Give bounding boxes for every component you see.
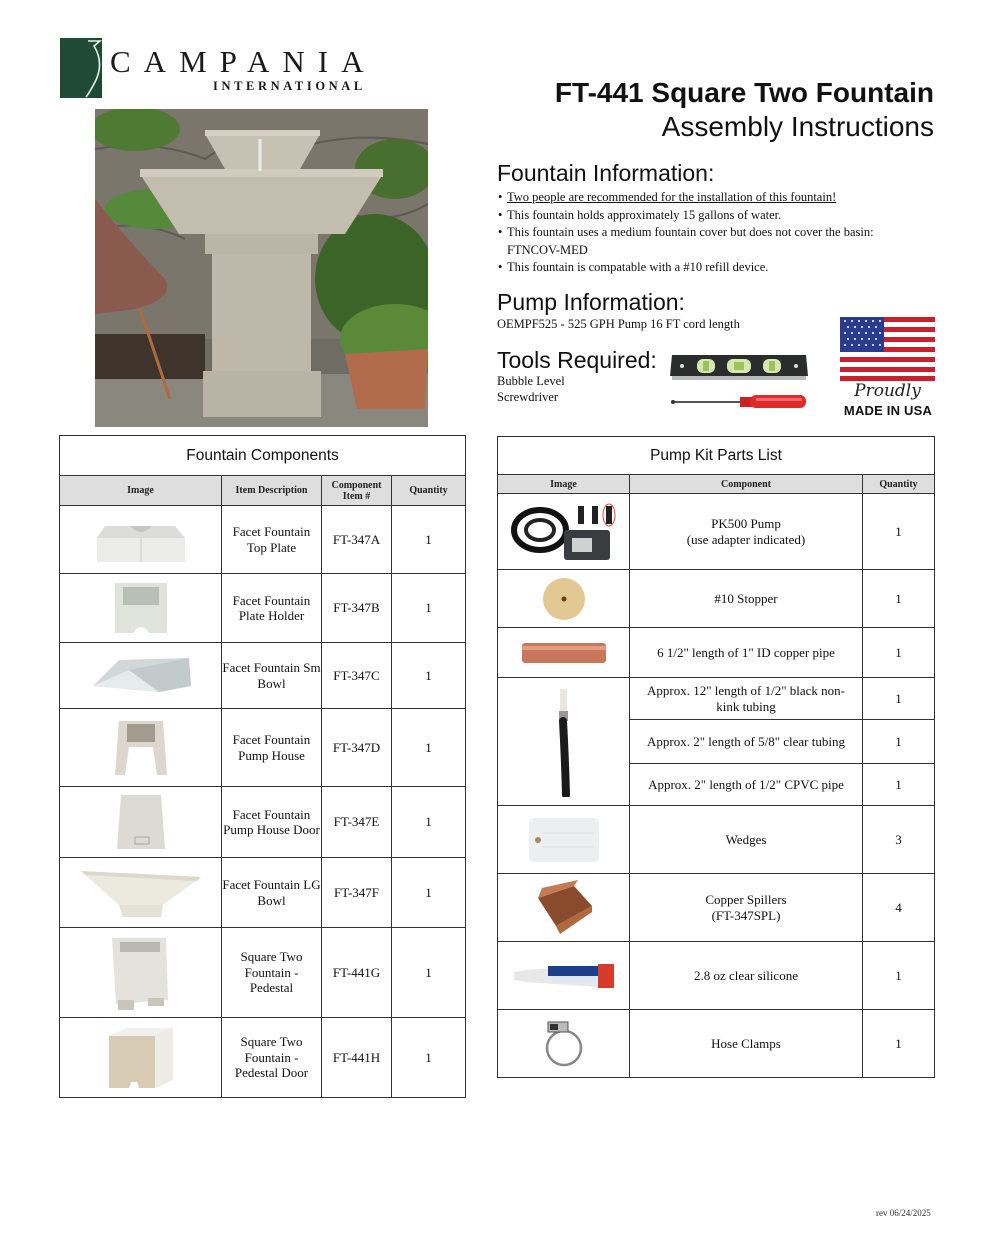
info-bullet: • Two people are recommended for the installation of this fountain! xyxy=(497,189,927,207)
table-row xyxy=(60,709,466,787)
item-description: Square Two Fountain - Pedestal Door xyxy=(222,1018,322,1098)
tool-item: Bubble Level xyxy=(497,374,565,388)
stopper-image xyxy=(498,570,630,628)
component-name: Approx. 12" length of 1/2" black non-kink tubing xyxy=(630,678,863,720)
campania-logo xyxy=(60,38,380,100)
item-number: FT-441H xyxy=(322,1018,392,1098)
component-quantity: 1 xyxy=(863,494,935,570)
info-bullet: • This fountain holds approximately 15 gallons of water. xyxy=(497,207,927,225)
component-quantity: 1 xyxy=(863,720,935,764)
component-name: Approx. 2" length of 5/8" clear tubing xyxy=(630,720,863,764)
col-header-component: Component xyxy=(630,475,863,494)
top-plate-image xyxy=(60,506,222,574)
table-row xyxy=(60,858,466,928)
item-quantity: 1 xyxy=(392,1018,466,1098)
col-header-description: Item Description xyxy=(222,476,322,506)
item-number: FT-441G xyxy=(322,928,392,1018)
table-row xyxy=(498,874,935,942)
pump-kit-title: Pump Kit Parts List xyxy=(498,437,935,475)
table-row xyxy=(60,643,466,709)
lg-bowl-image xyxy=(60,858,222,928)
component-name: #10 Stopper xyxy=(630,570,863,628)
item-description: Facet Fountain Pump House Door xyxy=(222,787,322,858)
item-description: Facet Fountain Top Plate xyxy=(222,506,322,574)
fountain-info-list xyxy=(497,189,927,277)
table-row xyxy=(60,928,466,1018)
plate-holder-image xyxy=(60,574,222,643)
item-number: FT-347B xyxy=(322,574,392,643)
component-name: PK500 Pump (use adapter indicated) xyxy=(630,494,863,570)
screwdriver-icon xyxy=(670,393,808,409)
info-bullet: • This fountain uses a medium fountain cover but does not cover the basin: FTNCOV-MED xyxy=(497,224,927,259)
pedestal-door-image xyxy=(60,1018,222,1098)
item-number: FT-347D xyxy=(322,709,392,787)
item-quantity: 1 xyxy=(392,574,466,643)
us-flag-icon xyxy=(840,317,935,381)
table-row xyxy=(498,1010,935,1078)
item-quantity: 1 xyxy=(392,506,466,574)
component-name: Copper Spillers (FT-347SPL) xyxy=(630,874,863,942)
pump-info-text: OEMPF525 - 525 GPH Pump 16 FT cord length xyxy=(497,317,740,331)
tools-heading: Tools Required: xyxy=(497,347,657,373)
col-header-image: Image xyxy=(60,476,222,506)
col-header-image: Image xyxy=(498,475,630,494)
table-row xyxy=(60,574,466,643)
table-row xyxy=(498,678,935,720)
bubble-level-icon xyxy=(668,352,810,382)
pump-image xyxy=(498,494,630,570)
component-quantity: 3 xyxy=(863,806,935,874)
title-main: FT-441 Square Two Fountain xyxy=(554,77,934,108)
table-row xyxy=(498,628,935,678)
pump-info-heading: Pump Information: xyxy=(497,289,685,315)
sm-bowl-image xyxy=(60,643,222,709)
item-quantity: 1 xyxy=(392,643,466,709)
component-name: 6 1/2" length of 1" ID copper pipe xyxy=(630,628,863,678)
component-quantity: 1 xyxy=(863,764,935,806)
table-row xyxy=(60,787,466,858)
title-subtitle: Assembly Instructions xyxy=(661,111,934,142)
tools-required-section xyxy=(497,347,657,405)
item-description: Facet Fountain Pump House xyxy=(222,709,322,787)
hose-clamp-image xyxy=(498,1010,630,1078)
item-number: FT-347C xyxy=(322,643,392,709)
item-quantity: 1 xyxy=(392,709,466,787)
col-header-item: Component Item # xyxy=(322,476,392,506)
component-quantity: 1 xyxy=(863,628,935,678)
table-row xyxy=(60,1018,466,1098)
item-description: Square Two Fountain - Pedestal xyxy=(222,928,322,1018)
component-quantity: 1 xyxy=(863,942,935,1010)
component-name: Wedges xyxy=(630,806,863,874)
component-quantity: 1 xyxy=(863,570,935,628)
pump-house-image xyxy=(60,709,222,787)
copper-pipe-image xyxy=(498,628,630,678)
info-bullet: • This fountain is compatable with a #10 refill device. xyxy=(497,259,927,277)
tubing-image xyxy=(498,678,630,806)
logo-subtitle: INTERNATIONAL xyxy=(213,79,366,93)
table-row xyxy=(498,942,935,1010)
pedestal-image xyxy=(60,928,222,1018)
silicone-image xyxy=(498,942,630,1010)
table-row xyxy=(498,570,935,628)
item-description: Facet Fountain LG Bowl xyxy=(222,858,322,928)
table-row xyxy=(498,806,935,874)
item-number: FT-347F xyxy=(322,858,392,928)
pump-kit-parts-table xyxy=(497,436,935,1078)
item-quantity: 1 xyxy=(392,787,466,858)
pump-information-section xyxy=(497,289,740,332)
proudly-script: Proudly xyxy=(854,381,921,401)
table-row xyxy=(60,506,466,574)
fountain-components-table xyxy=(59,435,466,1098)
item-number: FT-347E xyxy=(322,787,392,858)
revision-date: rev 06/24/2025 xyxy=(876,1208,931,1218)
component-quantity: 4 xyxy=(863,874,935,942)
component-name: Approx. 2" length of 1/2" CPVC pipe xyxy=(630,764,863,806)
component-quantity: 1 xyxy=(863,678,935,720)
fountain-information-section xyxy=(497,160,927,277)
wedges-image xyxy=(498,806,630,874)
tool-item: Screwdriver xyxy=(497,390,559,404)
item-number: FT-347A xyxy=(322,506,392,574)
urn-logo-icon xyxy=(60,38,102,98)
logo-name: CAMPANIA xyxy=(110,44,377,79)
item-description: Facet Fountain Plate Holder xyxy=(222,574,322,643)
component-name: 2.8 oz clear silicone xyxy=(630,942,863,1010)
copper-spiller-image xyxy=(498,874,630,942)
col-header-quantity: Quantity xyxy=(863,475,935,494)
fountain-components-title: Fountain Components xyxy=(60,436,466,476)
item-description: Facet Fountain Sm Bowl xyxy=(222,643,322,709)
component-name: Hose Clamps xyxy=(630,1010,863,1078)
document-title xyxy=(555,76,934,144)
pump-house-door-image xyxy=(60,787,222,858)
item-quantity: 1 xyxy=(392,928,466,1018)
table-row xyxy=(498,494,935,570)
col-header-quantity: Quantity xyxy=(392,476,466,506)
made-in-usa-text: MADE IN USA xyxy=(843,403,933,418)
fountain-info-heading: Fountain Information: xyxy=(497,160,715,186)
hero-fountain-photo xyxy=(95,109,428,427)
item-quantity: 1 xyxy=(392,858,466,928)
component-quantity: 1 xyxy=(863,1010,935,1078)
